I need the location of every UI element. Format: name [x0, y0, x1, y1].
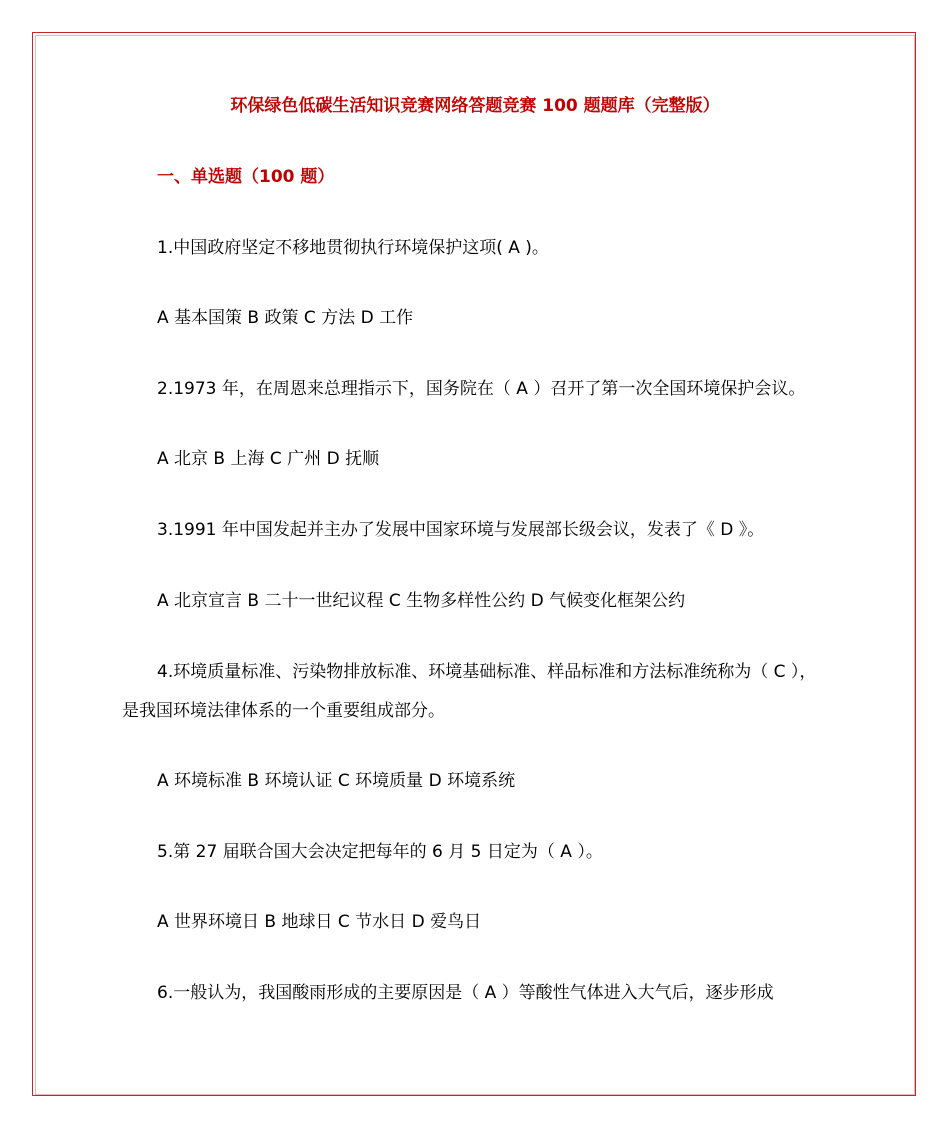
options-4: A 环境标准 B 环境认证 C 环境质量 D 环境系统: [157, 771, 516, 791]
document-title: 环保绿色低碳生活知识竞赛网络答题竞赛 100 题题库（完整版）: [230, 96, 720, 116]
question-3: 3.1991 年中国发起并主办了发展中国家环境与发展部长级会议，发表了《 D 》。: [157, 520, 765, 540]
options-1: A 基本国策 B 政策 C 方法 D 工作: [157, 308, 414, 328]
question-6: 6.一般认为，我国酸雨形成的主要原因是（ A ）等酸性气体进入大气后，逐步形成: [157, 983, 774, 1003]
question-4-continued: 是我国环境法律体系的一个重要组成部分。: [122, 701, 445, 721]
options-2: A 北京 B 上海 C 广州 D 抚顺: [157, 449, 380, 469]
section-heading: 一、单选题（100 题）: [157, 167, 335, 187]
question-1: 1.中国政府坚定不移地贯彻执行环境保护这项( A )。: [157, 238, 549, 258]
question-4: 4.环境质量标准、污染物排放标准、环境基础标准、样品标准和方法标准统称为（ C ），: [157, 662, 817, 682]
options-3: A 北京宣言 B 二十一世纪议程 C 生物多样性公约 D 气候变化框架公约: [157, 591, 686, 611]
question-2: 2.1973 年，在周恩来总理指示下，国务院在（ A ）召开了第一次全国环境保护会议。: [157, 379, 806, 399]
page-border: [32, 32, 916, 1096]
question-5: 5.第 27 届联合国大会决定把每年的 6 月 5 日定为（ A ）。: [157, 842, 603, 862]
options-5: A 世界环境日 B 地球日 C 节水日 D 爱鸟日: [157, 912, 482, 932]
